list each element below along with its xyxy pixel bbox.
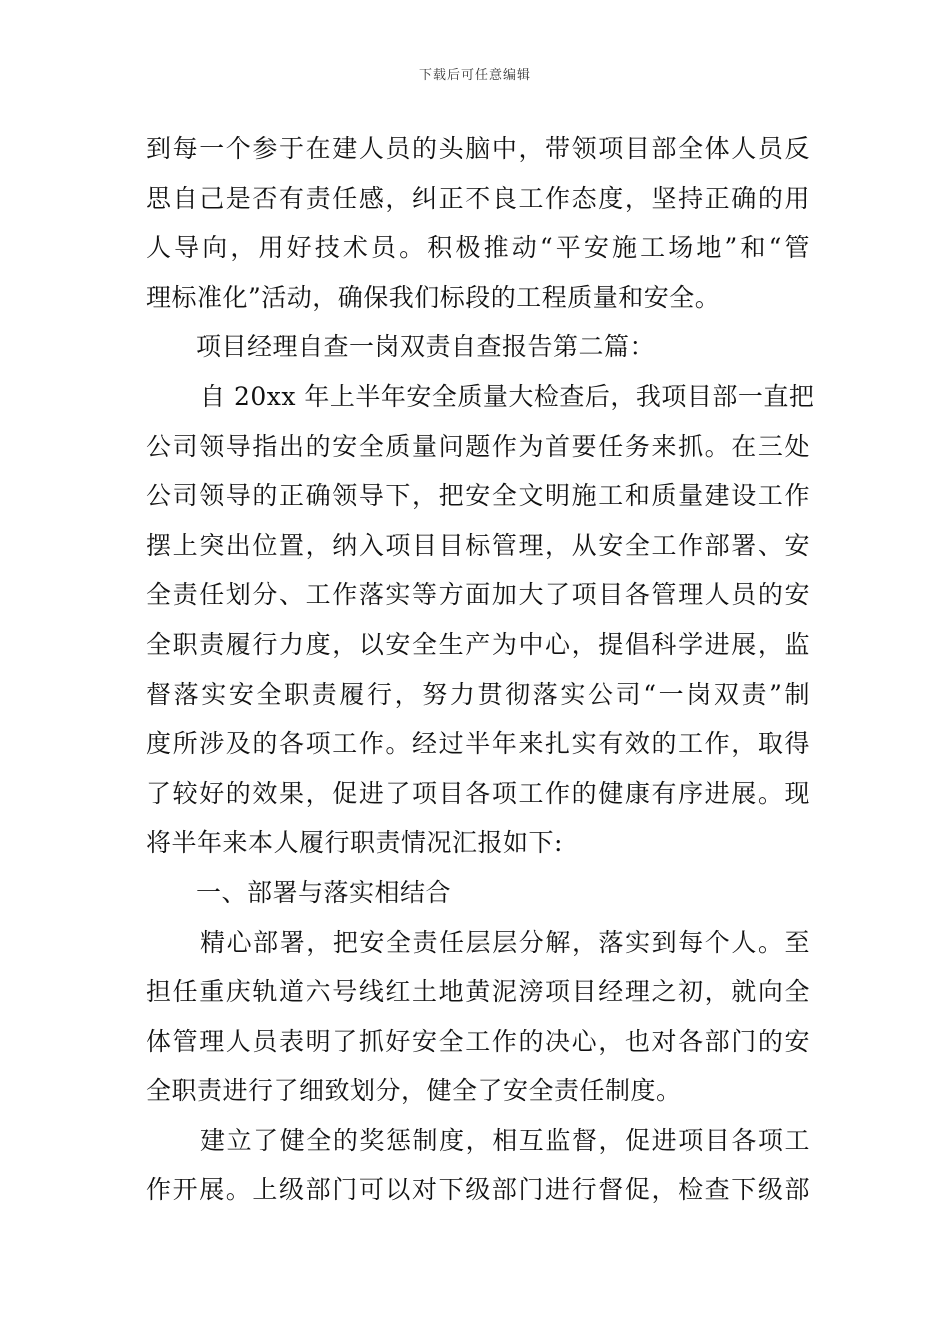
section-heading: 一、部署与落实相结合 (196, 877, 452, 907)
text-line: 自 20xx 年上半年安全质量大检查后，我项目部一直把 (200, 381, 815, 411)
text-line: 全职责进行了细致划分，健全了安全责任制度。 (146, 1076, 682, 1106)
text-line: 将半年来本人履行职责情况汇报如下: (146, 828, 563, 858)
text-line: 全职责履行力度，以安全生产为中心，提倡科学进展，监 (146, 629, 810, 659)
paragraph (146, 1116, 810, 1215)
paragraph (146, 372, 815, 868)
paragraph (146, 918, 810, 1116)
paragraph (146, 124, 810, 322)
text-line: 理标准化”活动，确保我们标段的工程质量和安全。 (146, 282, 721, 312)
text-line: 作开展。上级部门可以对下级部门进行督促，检查下级部 (146, 1175, 810, 1205)
text-line: 摆上突出位置，纳入项目目标管理，从安全工作部署、安 (146, 530, 810, 560)
text-line: 思自己是否有责任感，纠正不良工作态度，坚持正确的用 (146, 183, 810, 213)
section-title: 项目经理自查一岗双责自查报告第二篇： (196, 332, 656, 362)
text-line: 体管理人员表明了抓好安全工作的决心，也对各部门的安 (146, 1026, 810, 1056)
text-line: 了较好的效果，促进了项目各项工作的健康有序进展。现 (146, 778, 810, 808)
page-header: 下载后可任意编辑 (418, 68, 531, 83)
document-body (146, 124, 815, 1215)
text-line: 全责任划分、工作落实等方面加大了项目各管理人员的安 (146, 580, 810, 610)
text-line: 公司领导指出的安全质量问题作为首要任务来抓。在三处 (146, 431, 810, 461)
text-line: 精心部署，把安全责任层层分解，落实到每个人。至 (200, 927, 810, 957)
text-line: 到每一个参于在建人员的头脑中，带领项目部全体人员反 (146, 134, 810, 163)
text-line: 担任重庆轨道六号线红土地黄泥滂项目经理之初，就向全 (146, 977, 810, 1007)
text-line: 人导向，用好技术员。积极推动“平安施工场地”和“管 (146, 233, 810, 263)
text-line: 督落实安全职责履行，努力贯彻落实公司“一岗双责”制 (146, 679, 810, 709)
text-line: 建立了健全的奖惩制度，相互监督，促进项目各项工 (200, 1125, 810, 1155)
text-line: 公司领导的正确领导下，把安全文明施工和质量建设工作 (146, 481, 810, 511)
text-line: 度所涉及的各项工作。经过半年来扎实有效的工作，取得 (146, 729, 810, 759)
